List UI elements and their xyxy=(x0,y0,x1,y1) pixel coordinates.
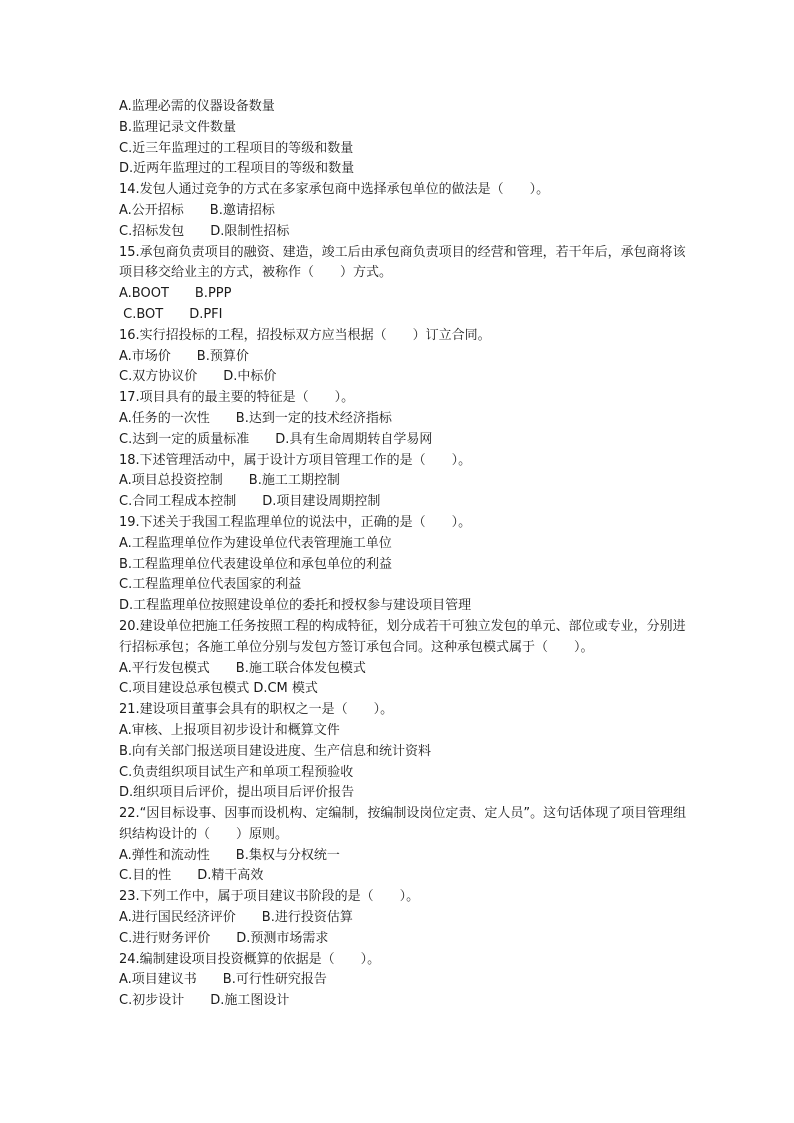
options-24-ab: A.项目建议书 B.可行性研究报告 xyxy=(119,972,327,988)
option-13d: D.近两年监理过的工程项目的等级和数量 xyxy=(119,161,355,177)
options-22-ab: A.弹性和流动性 B.集权与分权统一 xyxy=(119,847,340,863)
question-17: 17.项目具有的最主要的特征是（ ）。 xyxy=(119,390,355,406)
option-21a: A.审核、上报项目初步设计和概算文件 xyxy=(119,722,340,738)
question-14: 14.发包人通过竞争的方式在多家承包商中选择承包单位的做法是（ ）。 xyxy=(119,182,550,198)
option-13b: B.监理记录文件数量 xyxy=(119,119,237,135)
options-23-ab: A.进行国民经济评价 B.进行投资估算 xyxy=(119,910,353,926)
options-16-ab: A.市场价 B.预算价 xyxy=(119,348,249,364)
question-16: 16.实行招投标的工程，招投标双方应当根据（ ）订立合同。 xyxy=(119,327,491,343)
option-19a: A.工程监理单位作为建设单位代表管理施工单位 xyxy=(119,535,392,551)
question-24: 24.编制建设项目投资概算的依据是（ ）。 xyxy=(119,951,381,967)
options-20-cd: C.项目建设总承包模式 D.CM 模式 xyxy=(119,681,318,697)
option-19d: D.工程监理单位按照建设单位的委托和授权参与建设项目管理 xyxy=(119,598,472,614)
option-21b: B.向有关部门报送项目建设进度、生产信息和统计资料 xyxy=(119,743,432,759)
options-17-cd: C.达到一定的质量标准 D.具有生命周期转自学易网 xyxy=(119,431,433,447)
options-15-cd: C.BOT D.PFI xyxy=(119,306,223,322)
options-20-ab: A.平行发包模式 B.施工联合体发包模式 xyxy=(119,660,366,676)
option-21c: C.负责组织项目试生产和单项工程预验收 xyxy=(119,764,354,780)
options-14-ab: A.公开招标 B.邀请招标 xyxy=(119,202,275,218)
question-23: 23.下列工作中，属于项目建议书阶段的是（ ）。 xyxy=(119,889,420,905)
question-15: 15.承包商负责项目的融资、建造，竣工后由承包商负责项目的经营和管理，若干年后，承包商将该项目移交给业主的方式，被称作（ ）方式。 xyxy=(119,244,686,281)
option-19c: C.工程监理单位代表国家的利益 xyxy=(119,577,302,593)
options-15-ab: A.BOOT B.PPP xyxy=(119,286,232,302)
question-22: 22.“因目标设事、因事而设机构、定编制，按编制设岗位定责、定人员”。这句话体现了项目管理组织结构设计的（ ）原则。 xyxy=(119,806,687,842)
options-18-ab: A.项目总投资控制 B.施工工期控制 xyxy=(119,473,340,489)
options-16-cd: C.双方协议价 D.中标价 xyxy=(119,369,277,385)
question-19: 19.下述关于我国工程监理单位的说法中，正确的是（ ）。 xyxy=(119,514,472,530)
options-18-cd: C.合同工程成本控制 D.项目建设周期控制 xyxy=(119,494,381,510)
option-13c: C.近三年监理过的工程项目的等级和数量 xyxy=(119,140,354,156)
options-22-cd: C.目的性 D.精干高效 xyxy=(119,868,264,884)
option-21d: D.组织项目后评价，提出项目后评价报告 xyxy=(119,785,355,801)
question-18: 18.下述管理活动中，属于设计方项目管理工作的是（ ）。 xyxy=(119,452,472,468)
option-13a: A.监理必需的仪器设备数量 xyxy=(119,99,275,114)
options-23-cd: C.进行财务评价 D.预测市场需求 xyxy=(119,930,329,946)
question-20: 20.建设单位把施工任务按照工程的构成特征，划分成若干可独立发包的单元、部位或专业，分别进行招标承包；各施工单位分别与发包方签订承包合同。这种承包模式属于（ ）。 xyxy=(119,618,686,655)
document-page xyxy=(119,97,689,1012)
options-24-cd: C.初步设计 D.施工图设计 xyxy=(119,993,290,1009)
options-14-cd: C.招标发包 D.限制性招标 xyxy=(119,223,290,239)
options-17-ab: A.任务的一次性 B.达到一定的技术经济指标 xyxy=(119,410,392,426)
option-19b: B.工程监理单位代表建设单位和承包单位的利益 xyxy=(119,556,393,572)
question-21: 21.建设项目董事会具有的职权之一是（ ）。 xyxy=(119,702,394,718)
